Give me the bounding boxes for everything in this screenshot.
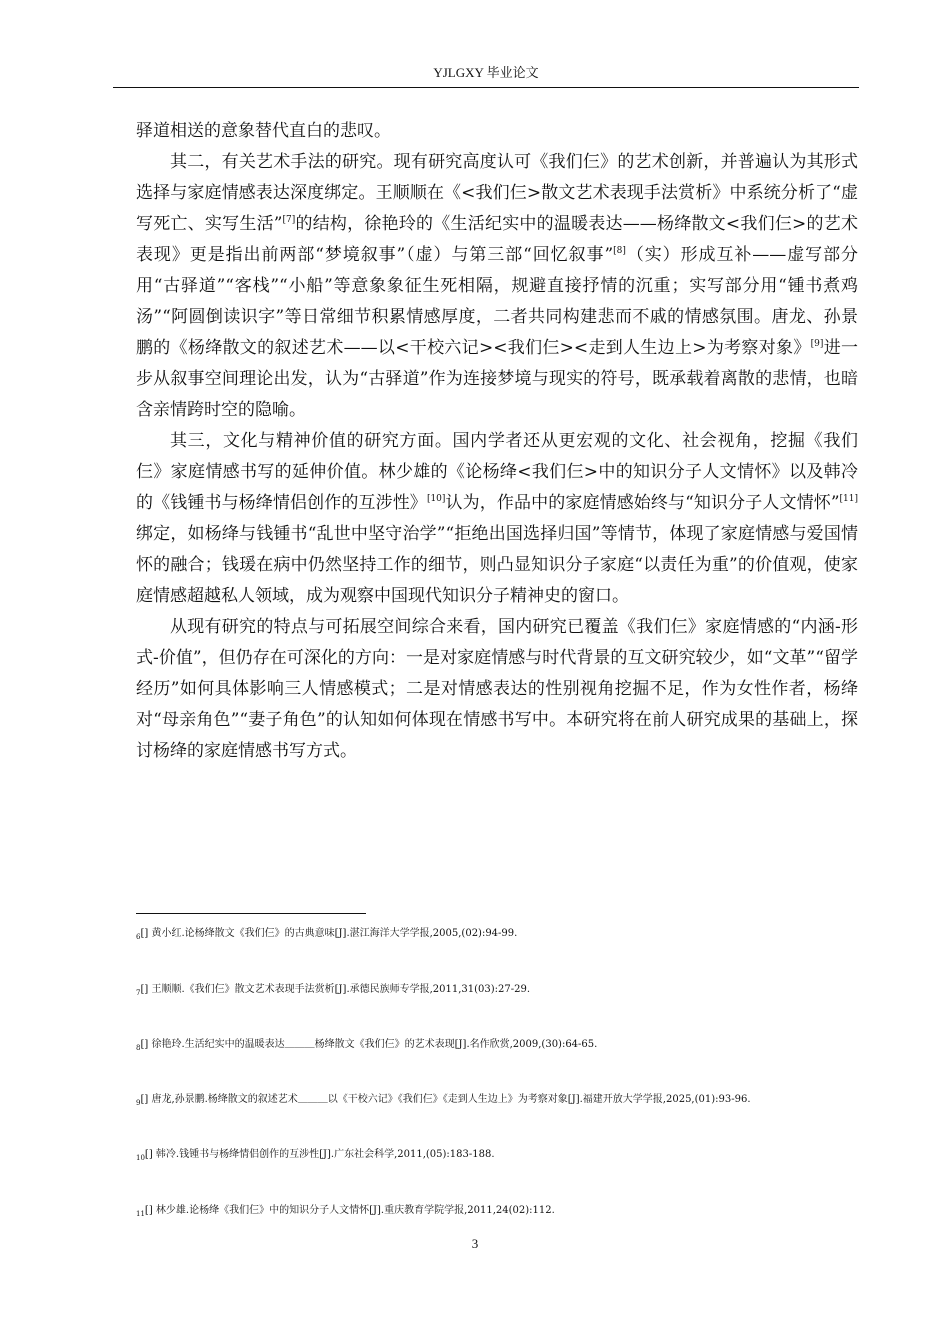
body-text [136,116,858,767]
paragraph-cultural-value: 其三，文化与精神价值的研究方面。国内学者还从更宏观的文化、社会视角，挖掘《我们仨》家庭情感书写的延伸价值。林少雄的《论杨绛<我们仨>中的知识分子人文情怀》以及韩冷的《钱锺书与杨绛情侣创作的互涉性》[10]认为，作品中的家庭情感始终与“知识分子人文情怀”[11]绑定，如杨绛与钱锺书“乱世中坚守治学”“拒绝出国选择归国”等情节，体现了家庭情感与爱国情怀的融合；钱瑗在病中仍然坚持工作的细节，则凸显知识分子家庭“以责任为重”的价值观，使家庭情感超越私人领域，成为观察中国现代知识分子精神史的窗口。 [136,431,859,606]
citation-ref: [10] [426,494,446,504]
footnote: $_9$[] 唐龙,孙景鹏.杨绛散文的叙述艺术＿＿＿以《干校六记》《我们仨》《走到人生边上》为考察对象[J].福建开放大学学报,2025,(01):93-96. [136,1094,751,1107]
citation-ref: [9] [810,339,824,349]
footnote: $_6$[] 黄小红.论杨绛散文《我们仨》的古典意味[J].湛江海洋大学学报,2005,(02):94-99. [136,928,518,941]
citation-ref: [7] [282,215,296,225]
footnote: $_{10}$[] 韩冷.钱锺书与杨绛情侣创作的互涉性[J].广东社会科学,2011,(05):183-188. [136,1149,495,1162]
paragraph-summary: 从现有研究的特点与可拓展空间综合来看，国内研究已覆盖《我们仨》家庭情感的“内涵-形式-价值”，但仍存在可深化的方向：一是对家庭情感与时代背景的互文研究较少，如“文革”“留学经历”如何具体影响三人情感模式；二是对情感表达的性别视角挖掘不足，作为女性作者，杨绛对“母亲角色”“妻子角色”的认知如何体现在情感书写中。本研究将在前人研究成果的基础上，探讨杨绛的家庭情感书写方式。 [136,617,858,761]
footnote: $_{11}$[] 林少雄.论杨绛《我们仨》中的知识分子人文情怀[J].重庆教育学院学报,2011,24(02):112. [136,1205,555,1218]
footnote-divider [136,913,366,914]
paragraph-continuation: 驿道相送的意象替代直白的悲叹。 [136,121,391,141]
footnote: $_8$[] 徐艳玲.生活纪实中的温暖表达＿＿＿杨绛散文《我们仨》的艺术表现[J].名作欣赏,2009,(30):64-65. [136,1039,598,1052]
page-number: 3 [471,1236,479,1251]
citation-ref: [8] [613,246,626,256]
paragraph-art-technique: 其二，有关艺术手法的研究。现有研究高度认可《我们仨》的艺术创新，并普遍认为其形式选择与家庭情感表达深度绑定。王顺顺在《<我们仨>散文艺术表现手法赏析》中系统分析了“虚写死亡、实写生活”[7]的结构，徐艳玲的《生活纪实中的温暖表达——杨绛散文<我们仨>的艺术表现》更是指出前两部“梦境叙事”（虚）与第三部“回忆叙事”[8]（实）形成互补——虚写部分用“古驿道”“客栈”“小船”等意象象征生死相隔，规避直接抒情的沉重；实写部分用“锺书煮鸡汤”“阿圆倒读识字”等日常细节积累情感厚度，二者共同构建悲而不戚的情感氛围。唐龙、孙景鹏的《杨绛散文的叙述艺术——以<干校六记><我们仨><走到人生边上>为考察对象》[9]进一步从叙事空间理论出发，认为“古驿道”作为连接梦境与现实的符号，既承载着离散的悲情，也暗含亲情跨时空的隐喻。 [136,152,859,420]
footnote: $_7$[] 王顺顺.《我们仨》散文艺术表现手法赏析[J].承德民族师专学报,2011,31(03):27-29. [136,984,531,997]
page-header: YJLGXY 毕业论文 [433,65,539,80]
header-divider [113,87,859,88]
citation-ref: [11] [839,494,859,504]
